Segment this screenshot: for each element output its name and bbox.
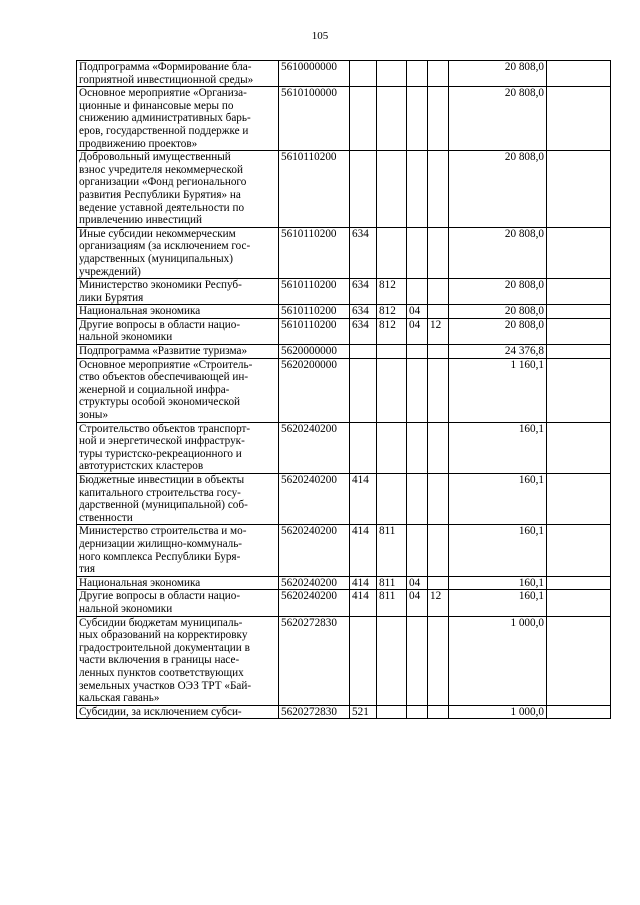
section-cell	[407, 474, 428, 525]
table-row	[77, 61, 611, 87]
expense-type-cell	[350, 87, 377, 151]
ministry-code-cell: 811	[377, 525, 407, 576]
subsection-cell	[428, 227, 449, 278]
row-name-line: дернизации жилищно-коммуналь-	[79, 537, 243, 550]
target-code-cell: 5620200000	[279, 358, 350, 422]
row-name-line: учреждений)	[79, 265, 141, 278]
empty-cell	[547, 525, 611, 576]
amount-cell: 24 376,8	[449, 345, 547, 359]
expense-type-cell	[350, 616, 377, 705]
section-cell	[407, 422, 428, 473]
row-name-cell	[77, 305, 279, 319]
row-name-line: Бюджетные инвестиции в объекты	[79, 474, 245, 486]
subsection-cell: 12	[428, 318, 449, 344]
amount-cell: 20 808,0	[449, 151, 547, 228]
target-code-cell: 5610110200	[279, 305, 350, 319]
row-name-cell	[77, 227, 279, 278]
empty-cell	[547, 279, 611, 305]
target-code-cell: 5610110200	[279, 318, 350, 344]
subsection-cell: 12	[428, 590, 449, 616]
row-name-line: части включения в границы насе-	[79, 654, 240, 667]
row-name-line: привлечению инвестиций	[79, 214, 202, 227]
subsection-cell	[428, 474, 449, 525]
row-name-cell	[77, 358, 279, 422]
expense-type-cell: 521	[350, 705, 377, 719]
ministry-code-cell	[377, 61, 407, 87]
ministry-code-cell	[377, 87, 407, 151]
section-cell	[407, 616, 428, 705]
row-name-cell	[77, 279, 279, 305]
section-cell	[407, 61, 428, 87]
row-name-line: гоприятной инвестиционной среды»	[79, 73, 254, 86]
empty-cell	[547, 305, 611, 319]
row-name-line: ство объектов обеспечивающей ин-	[79, 371, 249, 384]
amount-cell: 160,1	[449, 474, 547, 525]
row-name-line: Основное мероприятие «Строитель-	[79, 358, 253, 371]
amount-cell: 1 000,0	[449, 705, 547, 719]
expense-type-cell: 414	[350, 474, 377, 525]
section-cell	[407, 87, 428, 151]
row-name-cell	[77, 151, 279, 228]
row-name-cell	[77, 61, 279, 87]
subsection-cell	[428, 358, 449, 422]
ministry-code-cell	[377, 422, 407, 473]
row-name-line: Субсидии бюджетам муниципаль-	[79, 616, 243, 629]
section-cell	[407, 705, 428, 719]
ministry-code-cell: 811	[377, 590, 407, 616]
row-name-line: Иные субсидии некоммерческим	[79, 227, 236, 240]
row-name-cell	[77, 318, 279, 344]
amount-cell: 160,1	[449, 576, 547, 590]
row-name-line: взнос учредителя некоммерческой	[79, 163, 243, 176]
expense-type-cell: 414	[350, 590, 377, 616]
row-name-cell	[77, 474, 279, 525]
table-row	[77, 525, 611, 576]
expense-type-cell: 414	[350, 525, 377, 576]
expense-type-cell: 634	[350, 305, 377, 319]
row-name-line: ственности	[79, 511, 133, 524]
table-row	[77, 576, 611, 590]
section-cell: 04	[407, 576, 428, 590]
amount-cell: 1 160,1	[449, 358, 547, 422]
target-code-cell: 5620240200	[279, 590, 350, 616]
subsection-cell	[428, 422, 449, 473]
subsection-cell	[428, 525, 449, 576]
subsection-cell	[428, 305, 449, 319]
empty-cell	[547, 345, 611, 359]
table-row	[77, 279, 611, 305]
row-name-line: Субсидии, за исключением субси-	[79, 705, 242, 718]
table-row	[77, 305, 611, 319]
row-name-line: капитального строительства госу-	[79, 486, 241, 499]
amount-cell: 20 808,0	[449, 227, 547, 278]
row-name-line: женерной и социальной инфра-	[79, 383, 230, 396]
empty-cell	[547, 576, 611, 590]
row-name-line: еров, государственной поддержке и	[79, 124, 249, 137]
subsection-cell	[428, 279, 449, 305]
row-name-cell	[77, 576, 279, 590]
section-cell	[407, 279, 428, 305]
target-code-cell: 5610000000	[279, 61, 350, 87]
row-name-line: Подпрограмма «Развитие туризма»	[79, 345, 248, 358]
target-code-cell: 5610110200	[279, 227, 350, 278]
table-row	[77, 590, 611, 616]
empty-cell	[547, 61, 611, 87]
amount-cell: 20 808,0	[449, 61, 547, 87]
empty-cell	[547, 590, 611, 616]
row-name-line: кальская гавань»	[79, 692, 160, 705]
row-name-line: земельных участков ОЭЗ ТРТ «Бай-	[79, 679, 252, 692]
row-name-line: организации «Фонд регионального	[79, 176, 247, 189]
section-cell	[407, 525, 428, 576]
amount-cell: 20 808,0	[449, 279, 547, 305]
ministry-code-cell: 812	[377, 305, 407, 319]
empty-cell	[547, 151, 611, 228]
row-name-line: ударственных (муниципальных)	[79, 252, 233, 265]
table-row	[77, 87, 611, 151]
ministry-code-cell	[377, 345, 407, 359]
expense-type-cell	[350, 358, 377, 422]
row-name-cell	[77, 616, 279, 705]
expense-type-cell: 634	[350, 279, 377, 305]
row-name-line: Другие вопросы в области нацио-	[79, 590, 241, 603]
amount-cell: 1 000,0	[449, 616, 547, 705]
table-row	[77, 616, 611, 705]
row-name-line: нальной экономики	[79, 602, 173, 615]
target-code-cell: 5620000000	[279, 345, 350, 359]
empty-cell	[547, 358, 611, 422]
amount-cell: 160,1	[449, 590, 547, 616]
expense-type-cell: 634	[350, 318, 377, 344]
row-name-line: снижению административных барь-	[79, 112, 251, 125]
row-name-line: ной и энергетической инфраструк-	[79, 435, 245, 448]
row-name-cell	[77, 525, 279, 576]
row-name-line: развития Республики Бурятия» на	[79, 188, 241, 201]
page-number: 105	[311, 30, 329, 42]
section-cell	[407, 358, 428, 422]
empty-cell	[547, 227, 611, 278]
row-name-line: Основное мероприятие «Организа-	[79, 87, 247, 100]
row-name-line: ционные и финансовые меры по	[79, 99, 234, 112]
ministry-code-cell: 812	[377, 318, 407, 344]
row-name-cell	[77, 705, 279, 719]
table-row	[77, 422, 611, 473]
row-name-line: организациям (за исключением гос-	[79, 240, 251, 253]
ministry-code-cell	[377, 227, 407, 278]
target-code-cell: 5620272830	[279, 705, 350, 719]
row-name-line: Строительство объектов транспорт-	[79, 422, 251, 435]
row-name-line: Подпрограмма «Формирование бла-	[79, 61, 252, 73]
subsection-cell	[428, 616, 449, 705]
budget-table	[76, 60, 611, 719]
table-row	[77, 151, 611, 228]
row-name-line: тия	[79, 563, 96, 576]
expense-type-cell	[350, 61, 377, 87]
row-name-line: ведение уставной деятельности по	[79, 201, 245, 214]
row-name-line: ленных пунктов соответствующих	[79, 666, 244, 679]
amount-cell: 160,1	[449, 525, 547, 576]
target-code-cell: 5610100000	[279, 87, 350, 151]
row-name-line: градостроительной документации в	[79, 641, 250, 654]
row-name-line: туры туристско-рекреационного и	[79, 447, 242, 460]
row-name-cell	[77, 590, 279, 616]
subsection-cell	[428, 61, 449, 87]
row-name-line: ных образований на корректировку	[79, 629, 248, 642]
ministry-code-cell	[377, 616, 407, 705]
target-code-cell: 5620240200	[279, 474, 350, 525]
table-row	[77, 358, 611, 422]
table-row	[77, 705, 611, 719]
empty-cell	[547, 616, 611, 705]
ministry-code-cell	[377, 705, 407, 719]
ministry-code-cell: 812	[377, 279, 407, 305]
subsection-cell	[428, 705, 449, 719]
ministry-code-cell	[377, 474, 407, 525]
expense-type-cell: 414	[350, 576, 377, 590]
row-name-line: Добровольный имущественный	[79, 151, 231, 164]
subsection-cell	[428, 151, 449, 228]
empty-cell	[547, 422, 611, 473]
section-cell	[407, 345, 428, 359]
row-name-cell	[77, 87, 279, 151]
amount-cell: 20 808,0	[449, 87, 547, 151]
ministry-code-cell	[377, 358, 407, 422]
section-cell	[407, 151, 428, 228]
table-row	[77, 318, 611, 344]
empty-cell	[547, 474, 611, 525]
expense-type-cell: 634	[350, 227, 377, 278]
ministry-code-cell	[377, 151, 407, 228]
empty-cell	[547, 318, 611, 344]
target-code-cell: 5620240200	[279, 525, 350, 576]
section-cell: 04	[407, 590, 428, 616]
row-name-cell	[77, 422, 279, 473]
subsection-cell	[428, 576, 449, 590]
section-cell: 04	[407, 318, 428, 344]
row-name-line: Национальная экономика	[79, 576, 201, 589]
row-name-line: Национальная экономика	[79, 305, 201, 318]
subsection-cell	[428, 345, 449, 359]
target-code-cell: 5620240200	[279, 422, 350, 473]
target-code-cell: 5620272830	[279, 616, 350, 705]
table-row	[77, 227, 611, 278]
expense-type-cell	[350, 422, 377, 473]
target-code-cell: 5610110200	[279, 279, 350, 305]
budget-table-body	[77, 61, 611, 719]
row-name-line: Министерство экономики Респуб-	[79, 279, 242, 292]
subsection-cell	[428, 87, 449, 151]
row-name-line: Другие вопросы в области нацио-	[79, 318, 241, 331]
table-row	[77, 474, 611, 525]
row-name-line: продвижению проектов»	[79, 137, 198, 150]
amount-cell: 20 808,0	[449, 305, 547, 319]
expense-type-cell	[350, 151, 377, 228]
ministry-code-cell: 811	[377, 576, 407, 590]
row-name-line: структуры особой экономической	[79, 396, 241, 409]
row-name-line: автотуристских кластеров	[79, 460, 204, 473]
row-name-line: лики Бурятия	[79, 291, 144, 304]
section-cell: 04	[407, 305, 428, 319]
row-name-line: ного комплекса Республики Буря-	[79, 550, 241, 563]
target-code-cell: 5610110200	[279, 151, 350, 228]
row-name-cell	[77, 345, 279, 359]
row-name-line: дарственной (муниципальной) соб-	[79, 499, 248, 512]
table-row	[77, 345, 611, 359]
section-cell	[407, 227, 428, 278]
row-name-line: зоны»	[79, 409, 109, 422]
row-name-line: нальной экономики	[79, 331, 173, 344]
target-code-cell: 5620240200	[279, 576, 350, 590]
amount-cell: 20 808,0	[449, 318, 547, 344]
amount-cell: 160,1	[449, 422, 547, 473]
empty-cell	[547, 705, 611, 719]
row-name-line: Министерство строительства и мо-	[79, 525, 247, 538]
empty-cell	[547, 87, 611, 151]
expense-type-cell	[350, 345, 377, 359]
